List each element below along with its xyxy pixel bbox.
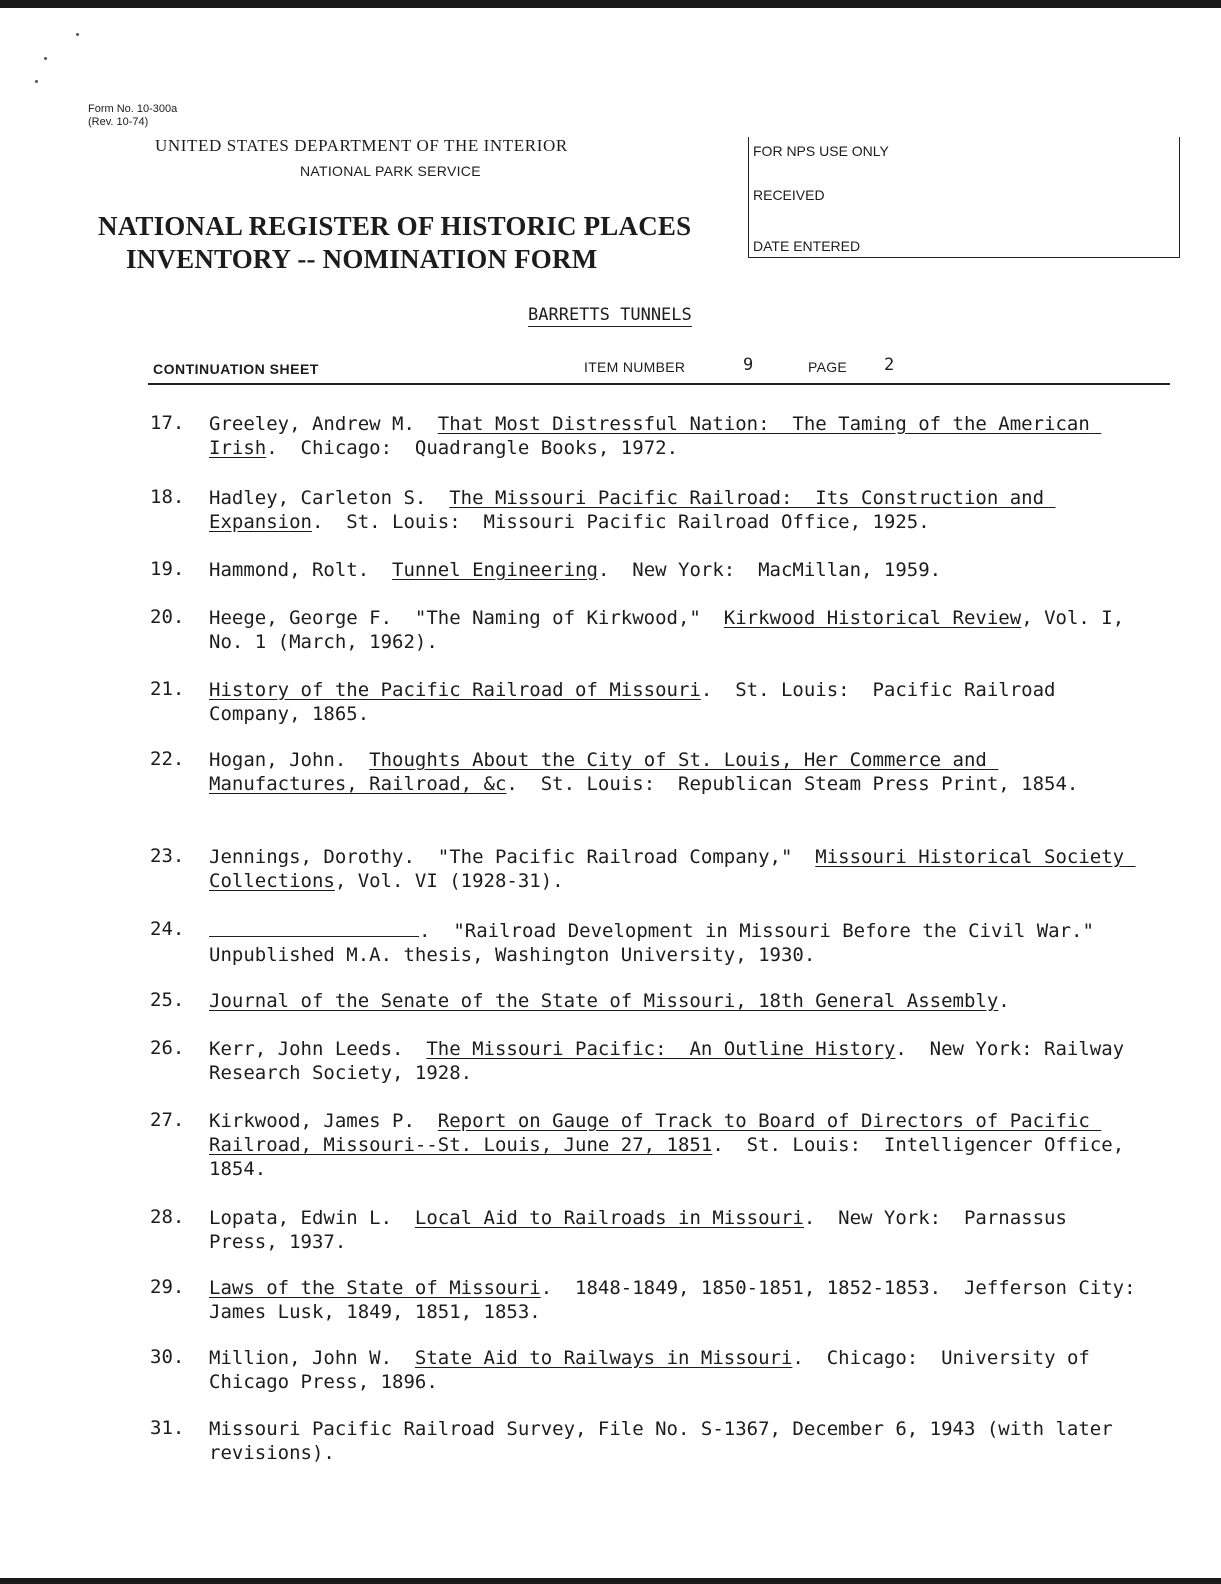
nps-use-only-label: FOR NPS USE ONLY [753, 143, 889, 159]
entry-publication: , Vol. I, No. 1 (March, 1962). [209, 607, 1136, 653]
entry-text [209, 748, 1139, 796]
entry-number: 24. [150, 918, 185, 940]
entry-number: 29. [150, 1276, 185, 1298]
entry-number: 27. [150, 1109, 185, 1131]
entry-publication: . Chicago: Quadrangle Books, 1972. [266, 437, 679, 459]
entry-author: Kerr, John Leeds. [209, 1038, 427, 1060]
entry-title: The Missouri Pacific: An Outline History [426, 1038, 896, 1060]
entry-title: Missouri Historical Society Collections [209, 846, 1136, 892]
entry-title: Kirkwood Historical Review [723, 607, 1022, 629]
entry-publication: . St. Louis: Republican Steam Press Print, 1854. [506, 773, 1079, 795]
entry-number: 17. [150, 412, 185, 434]
entry-title: The Missouri Pacific Railroad: Its Construction and Expansion [209, 487, 1056, 533]
entry-text [209, 558, 1139, 582]
entry-title: History of the Pacific Railroad of Missouri [209, 679, 701, 701]
received-field: RECEIVED [753, 187, 825, 203]
item-number-label: ITEM NUMBER [584, 359, 686, 375]
entry-author: Hadley, Carleton S. [209, 487, 450, 509]
entry-number: 31. [150, 1417, 185, 1439]
entry-text [209, 606, 1139, 654]
item-number-value: 9 [743, 355, 754, 375]
entry-number: 23. [150, 845, 185, 867]
entry-number: 21. [150, 678, 185, 700]
entry-text [209, 1346, 1139, 1394]
nps-use-only-box [748, 137, 1180, 258]
entry-number: 20. [150, 606, 185, 628]
entry-text [209, 1109, 1139, 1181]
entry-title: Tunnel Engineering [392, 559, 598, 581]
form-rev-line: (Rev. 10-74) [88, 116, 149, 128]
entry-title: Local Aid to Railroads in Missouri [414, 1207, 804, 1229]
entry-title: Report on Gauge of Track to Board of Directors of Pacific Railroad, Missouri--St. Louis, June 27, 1851 [209, 1110, 1102, 1156]
entry-text [209, 989, 1139, 1013]
page-label: PAGE [808, 359, 848, 375]
form-no-line: Form No. 10-300a [88, 103, 178, 115]
entry-publication: . St. Louis: Pacific Railroad Company, 1865. [209, 679, 1067, 725]
entry-publication: . "Railroad Development in Missouri Before the Civil War." Unpublished M.A. thesis, Washington University, 1930. [209, 920, 1117, 966]
entry-title: Thoughts About the City of St. Louis, Her Commerce and Manufactures, Railroad, &c [209, 749, 999, 795]
scan-bottom-edge [0, 1578, 1221, 1584]
entry-author: Heege, George F. "The Naming of Kirkwood," [209, 607, 724, 629]
entry-author: Lopata, Edwin L. [209, 1207, 415, 1229]
entry-number: 26. [150, 1037, 185, 1059]
entry-author: Kirkwood, James P. [209, 1110, 438, 1132]
entry-text [209, 678, 1139, 726]
entry-text [209, 1417, 1139, 1465]
entry-publication: . New York: MacMillan, 1959. [597, 559, 942, 581]
ditto-author-blank [209, 918, 419, 937]
entry-number: 22. [150, 748, 185, 770]
entry-title: State Aid to Railways in Missouri [414, 1347, 793, 1369]
entry-author: Million, John W. [209, 1347, 415, 1369]
entry-publication: . St. Louis: Missouri Pacific Railroad Office, 1925. [311, 511, 930, 533]
scan-top-edge [0, 0, 1221, 8]
entry-text [209, 1037, 1139, 1085]
scan-speck [76, 33, 79, 36]
property-name: BARRETTS TUNNELS [528, 305, 692, 325]
entry-author: Hammond, Rolt. [209, 559, 393, 581]
form-title-line2: INVENTORY -- NOMINATION FORM [126, 244, 598, 274]
page-value: 2 [884, 355, 895, 375]
entry-text [209, 845, 1139, 893]
entry-number: 19. [150, 558, 185, 580]
entry-text [209, 918, 1139, 967]
continuation-sheet-label: CONTINUATION SHEET [153, 361, 319, 377]
date-entered-field: DATE ENTERED [753, 238, 861, 254]
header-divider [148, 383, 1170, 385]
entry-title: That Most Distressful Nation: The Taming of the American Irish [209, 413, 1102, 459]
entry-title: Laws of the State of Missouri [209, 1277, 541, 1299]
entry-publication: . Chicago: University of Chicago Press, 1896. [209, 1347, 1102, 1393]
entry-author: Missouri Pacific Railroad Survey, File No. S-1367, December 6, 1943 (with later revisions). [209, 1418, 1125, 1464]
scan-speck [35, 80, 38, 83]
department-heading: UNITED STATES DEPARTMENT OF THE INTERIOR [155, 136, 568, 155]
form-number [88, 103, 177, 129]
entry-publication: . New York: Railway Research Society, 1928. [209, 1038, 1136, 1084]
entry-text [209, 1276, 1159, 1324]
entry-number: 30. [150, 1346, 185, 1368]
entry-title: Journal of the Senate of the State of Missouri, 18th General Assembly [209, 990, 999, 1012]
entry-text [209, 412, 1139, 460]
entry-publication: . [998, 990, 1010, 1012]
entry-number: 18. [150, 486, 185, 508]
form-title-line1: NATIONAL REGISTER OF HISTORIC PLACES [98, 211, 692, 241]
entry-author: Hogan, John. [209, 749, 370, 771]
entry-number: 25. [150, 989, 185, 1011]
entry-text [209, 486, 1139, 534]
service-heading: NATIONAL PARK SERVICE [300, 163, 481, 179]
entry-author: Greeley, Andrew M. [209, 413, 438, 435]
entry-text [209, 1206, 1139, 1254]
entry-number: 28. [150, 1206, 185, 1228]
entry-publication: . St. Louis: Intelligencer Office, 1854. [209, 1134, 1136, 1180]
entry-author: Jennings, Dorothy. "The Pacific Railroad Company," [209, 846, 816, 868]
entry-publication: . 1848-1849, 1850-1851, 1852-1853. Jefferson City: James Lusk, 1849, 1851, 1853. [209, 1277, 1159, 1323]
entry-publication: . New York: Parnassus Press, 1937. [209, 1207, 1079, 1253]
entry-publication: , Vol. VI (1928-31). [334, 870, 564, 892]
scan-speck [44, 57, 47, 60]
